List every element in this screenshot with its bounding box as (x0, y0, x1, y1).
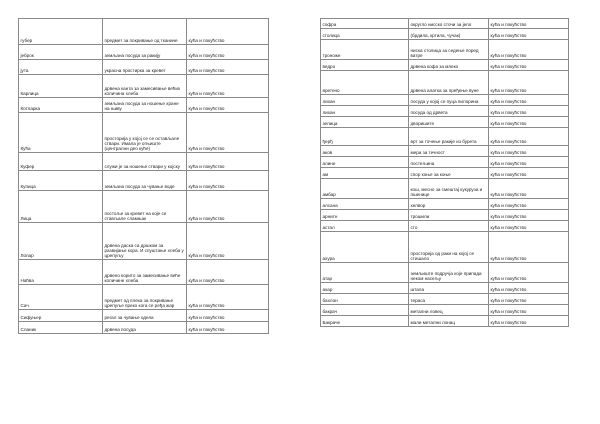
category-cell: кућа и покућство (489, 71, 569, 95)
table-row (321, 168, 569, 179)
word-cell: софра (321, 19, 409, 29)
definition-cell: (брдила, кртила, чучак) (409, 29, 489, 40)
definition-cell: земљана посуда за ношење хране на њиву (103, 98, 187, 113)
definition-cell: служи је за ношење ствари у којску (103, 153, 187, 171)
table-row (321, 305, 569, 316)
table-row (19, 75, 269, 98)
definition-cell: дрвена даска са дршком за развијање кора. И спуштање хлеба у црепуљу (103, 223, 187, 260)
table-row (19, 45, 269, 60)
word-cell: Кућа (19, 113, 103, 153)
table-row (19, 153, 269, 171)
definition-cell: предмет за покривање од тканине (103, 19, 187, 45)
definition-cell: сто (409, 221, 489, 232)
table-row (321, 199, 569, 210)
word-cell: Сланик (19, 322, 103, 334)
word-cell: јеброк (19, 45, 103, 60)
category-cell: кућа и покућство (187, 98, 269, 113)
word-cell: столица (321, 29, 409, 40)
word-cell: ахура (321, 232, 409, 263)
table-row (321, 232, 569, 263)
category-cell: кућа и покућство (489, 210, 569, 221)
definition-cell: ниска столица за седење поред ватре (409, 40, 489, 60)
definition-cell: земљана посуда за ракију (103, 45, 187, 60)
table-row (321, 60, 569, 71)
category-cell: кућа и покућство (187, 60, 269, 75)
table-row (321, 29, 569, 40)
table-row (321, 283, 569, 294)
word-cell: астал (321, 221, 409, 232)
table-row (321, 157, 569, 168)
table-row (19, 171, 269, 191)
category-cell: кућа и покућство (489, 128, 569, 146)
category-cell: кућа и покућство (489, 221, 569, 232)
category-cell: кућа и покућство (489, 316, 569, 327)
table-row (321, 210, 569, 221)
table-row (19, 310, 269, 322)
category-cell: кућа и покућство (489, 179, 569, 199)
category-cell: кућа и покућство (187, 223, 269, 260)
definition-cell: штала (409, 283, 489, 294)
table-row (321, 95, 569, 106)
category-cell: кућа и покућство (489, 157, 569, 168)
table-row (321, 106, 569, 117)
word-cell: ахар (321, 283, 409, 294)
word-cell: Карлица (19, 75, 103, 98)
table-row (321, 128, 569, 146)
table-row (19, 191, 269, 223)
category-cell: кућа и покућство (489, 106, 569, 117)
table-row (19, 322, 269, 334)
category-cell: кућа и покућство (489, 283, 569, 294)
definition-cell: метални ловец (409, 305, 489, 316)
table-row (321, 221, 569, 232)
table-row (321, 71, 569, 95)
word-cell: Сифуњер (19, 310, 103, 322)
right-table-body (321, 19, 569, 327)
table-row (321, 294, 569, 305)
category-cell: кућа и покућство (489, 263, 569, 283)
table-row (19, 19, 269, 45)
category-cell: кућа и покућство (489, 95, 569, 106)
word-cell: ђерђ (321, 128, 409, 146)
definition-cell: врт за точење ракије из бурета (409, 128, 489, 146)
table-row (19, 113, 269, 153)
definition-cell: кош, месно за смештај кукуруза и пшенице (409, 179, 489, 199)
category-cell: кућа и покућство (187, 260, 269, 285)
word-cell: губер (19, 19, 103, 45)
definition-cell: трошили (409, 210, 489, 221)
table-row (19, 260, 269, 285)
word-cell: лихан (321, 106, 409, 117)
definition-cell: дрвена канта за замесивање већих количина хлеба (103, 75, 187, 98)
table-row (321, 19, 569, 29)
definition-cell: регал за чување одела (103, 310, 187, 322)
word-cell: алине (321, 157, 409, 168)
word-cell: алсана (321, 199, 409, 210)
category-cell: кућа и покућство (187, 75, 269, 98)
definition-cell: спор коње за коње (409, 168, 489, 179)
definition-cell: постоље за кревет на које се стављале сламњак (103, 191, 187, 223)
definition-cell: посуда од дрвета (409, 106, 489, 117)
left-page-table (18, 18, 269, 334)
definition-cell: посуда у којој се пуца пилорина (409, 95, 489, 106)
definition-cell: постељина (409, 157, 489, 168)
word-cell: ам (321, 168, 409, 179)
definition-cell: дрвена кофа за млеко (409, 60, 489, 71)
category-cell: кућа и покућство (489, 199, 569, 210)
definition-cell: хелвор (409, 199, 489, 210)
definition-cell: дрвена алатка за пређење вуне (409, 71, 489, 95)
table-row (321, 146, 569, 157)
category-cell: кућа и покућство (489, 232, 569, 263)
category-cell: кућа и покућство (187, 285, 269, 310)
word-cell: Лица (19, 191, 103, 223)
word-cell: лихан (321, 95, 409, 106)
word-cell: ведро (321, 60, 409, 71)
category-cell: кућа и покућство (187, 153, 269, 171)
table-row (19, 98, 269, 113)
table-row (19, 60, 269, 75)
category-cell: кућа и покућство (489, 305, 569, 316)
definition-cell: мера за течност (409, 146, 489, 157)
category-cell: кућа и покућство (489, 60, 569, 71)
table-row (321, 40, 569, 60)
category-cell: кућа и покућство (489, 168, 569, 179)
definition-cell: просторија у којој се се остављале ствари. Имала је огњиште (централни део куће) (103, 113, 187, 153)
table-row (19, 223, 269, 260)
word-cell: бакрач (321, 305, 409, 316)
category-cell: кућа и покућство (489, 19, 569, 29)
category-cell: кућа и покућство (187, 19, 269, 45)
word-cell: атар (321, 263, 409, 283)
definition-cell: украсна простирка за кревет (103, 60, 187, 75)
category-cell: кућа и покућство (187, 310, 269, 322)
word-cell: Котларка (19, 98, 103, 113)
left-table-body (19, 19, 269, 334)
word-cell: бахлон (321, 294, 409, 305)
table-row (321, 263, 569, 283)
category-cell: кућа и покућство (489, 146, 569, 157)
category-cell: кућа и покућство (489, 294, 569, 305)
definition-cell: земљана посуда за чување воде (103, 171, 187, 191)
category-cell: кућа и покућство (187, 322, 269, 334)
word-cell: зелица (321, 117, 409, 128)
definition-cell: просторија од раки на којој се стишало (409, 232, 489, 263)
table-row (321, 117, 569, 128)
category-cell: кућа и покућство (489, 40, 569, 60)
category-cell: кућа и покућство (187, 171, 269, 191)
word-cell: Сач (19, 285, 103, 310)
definition-cell: тераса (409, 294, 489, 305)
category-cell: кућа и покућство (489, 29, 569, 40)
word-cell: амбар (321, 179, 409, 199)
category-cell: кућа и покућство (187, 113, 269, 153)
definition-cell: дрвена посуда (103, 322, 187, 334)
definition-cell: мали метални лонац (409, 316, 489, 327)
word-cell: арнитн (321, 210, 409, 221)
category-cell: кућа и покућство (187, 191, 269, 223)
definition-cell: земљиште подручја које припада неком насељу (409, 263, 489, 283)
table-row (19, 285, 269, 310)
word-cell: вретено (321, 71, 409, 95)
table-row (321, 179, 569, 199)
word-cell: јута (19, 60, 103, 75)
definition-cell: округло нисско сточи за јело (409, 19, 489, 29)
word-cell: аков (321, 146, 409, 157)
word-cell: Наћва (19, 260, 103, 285)
word-cell: Куфер (19, 153, 103, 171)
table-row (321, 316, 569, 327)
word-cell: троноже (321, 40, 409, 60)
definition-cell: дворишите (409, 117, 489, 128)
word-cell: Лопар (19, 223, 103, 260)
category-cell: кућа и покућство (489, 117, 569, 128)
category-cell: кућа и покућство (187, 45, 269, 60)
word-cell: Купица (19, 171, 103, 191)
right-page-table (320, 18, 569, 327)
definition-cell: предмет од плеха за покривање црепуље преко кога се ређа жар (103, 285, 187, 310)
definition-cell: дрвено корито за замесивање веће количине хлеба (103, 260, 187, 285)
word-cell: Бакрачe (321, 316, 409, 327)
